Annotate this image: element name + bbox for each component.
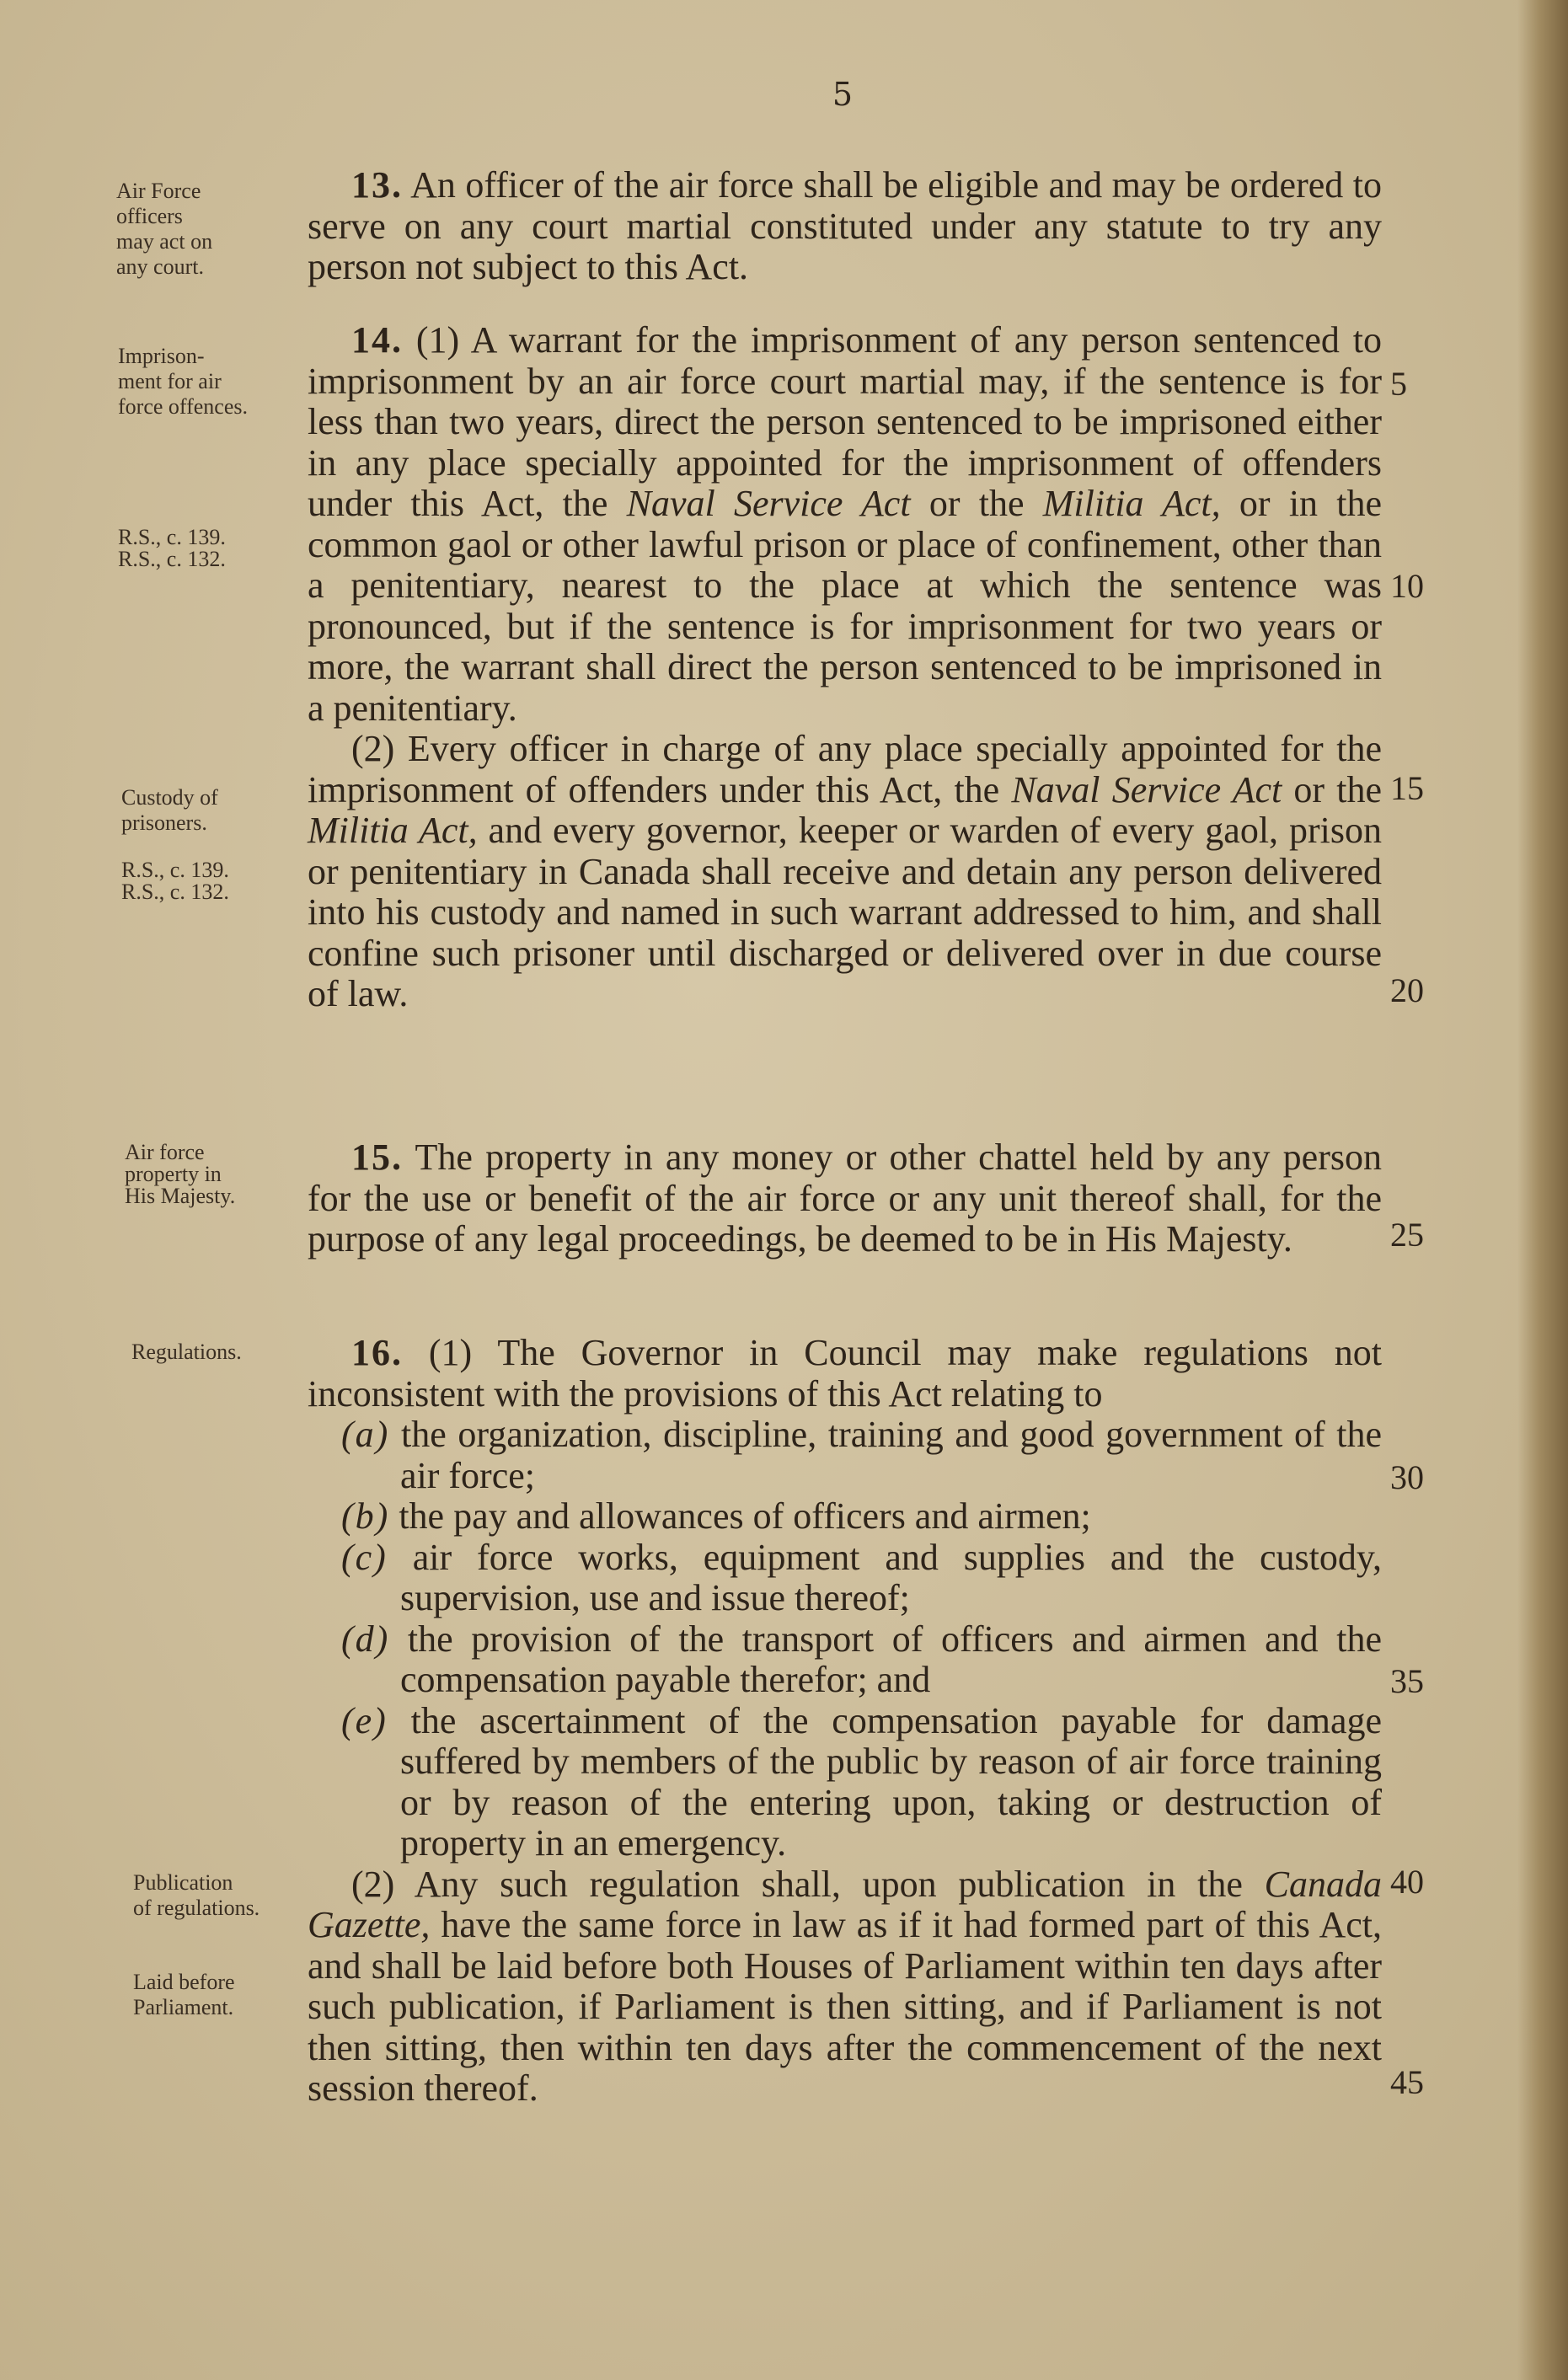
margin-note-line: R.S., c. 132. [121, 880, 229, 904]
item-text: the pay and allowances of officers and airmen; [399, 1495, 1091, 1537]
item-text: air force works, equipment and supplies and the custody, supervision, use and issue thereof; [400, 1536, 1383, 1618]
margin-note-line: Custody of [121, 785, 218, 810]
list-item [308, 1701, 1382, 1864]
margin-note-custody [121, 785, 218, 836]
section-15 [308, 1137, 1382, 1260]
item-label: (b) [341, 1495, 390, 1537]
line-number: 35 [1390, 1662, 1424, 1700]
section-13 [308, 165, 1382, 288]
line-number: 30 [1390, 1458, 1424, 1496]
section-text: (2) Any such regulation shall, upon publication in the [351, 1863, 1243, 1905]
margin-note-laid-before [133, 1970, 235, 2020]
margin-note-line: Air force [125, 1140, 205, 1164]
margin-note-line: R.S., c. 139. [121, 858, 229, 882]
margin-note-rs-citations-1 [118, 527, 226, 570]
margin-note-air-force-officers [116, 179, 212, 280]
margin-note-line: ment for air [118, 369, 222, 393]
page-edge-shadow [1517, 0, 1568, 2380]
margin-note-imprisonment [118, 344, 248, 420]
margin-note-line: Air Force [116, 179, 201, 203]
section-14 [308, 320, 1382, 1015]
line-number: 15 [1390, 769, 1424, 807]
margin-note-line: R.S., c. 139. [118, 525, 226, 549]
line-number: 20 [1390, 971, 1424, 1009]
section-16-subsection-2 [308, 1864, 1382, 2110]
act-title: Naval Service Act [626, 483, 911, 524]
margin-note-line: property in [125, 1162, 222, 1186]
item-label: (a) [341, 1414, 390, 1455]
section-text: or the [928, 483, 1025, 524]
line-number: 25 [1390, 1216, 1424, 1254]
section-13-paragraph [308, 165, 1382, 288]
section-text: (1) A warrant for the imprisonment of any person sentenced to imprisonment by an air force court martial may, if the sentence is for less than two years, direct the person sentenced to be imprisoned either in any place specially appointed for the imprisonment of offenders under this Act, the [308, 319, 1383, 524]
section-text: (1) The Governor in Council may make regulations not inconsistent with the provisions of this Act relating to [308, 1332, 1382, 1415]
margin-note-air-force-property [125, 1142, 235, 1207]
section-16-subsection-1 [308, 1333, 1382, 1415]
section-14-subsection-2 [308, 729, 1382, 1015]
margin-note-line: Publication [133, 1870, 233, 1895]
section-text: or in the common gaol or other lawful prison or place of confinement, other than a penitentiary, nearest to the place at which the sentence was pronounced, but if the sentence is for imprisonment for two years or more, the warrant shall direct the person sentenced to be imprisoned in a penitentiary. [308, 483, 1383, 729]
margin-note-line: may act on [116, 229, 213, 254]
margin-note-publication [133, 1870, 260, 1921]
margin-note-line: of regulations. [133, 1896, 260, 1920]
page-number: 5 [832, 76, 854, 113]
margin-note-regulations [131, 1340, 242, 1365]
act-title: Naval Service Act [1011, 768, 1282, 810]
section-text: or the [1293, 768, 1383, 810]
margin-note-rs-citations-2 [121, 859, 229, 903]
margin-note-line: Imprison- [118, 344, 205, 368]
margin-note-line: any court. [116, 254, 204, 279]
list-item [308, 1619, 1382, 1701]
section-text: and every governor, keeper or warden of every gaol, prison or penitentiary in Canada shall receive and detain any person delivered into his custody and named in such warrant addressed to him, and shall confine such prisoner until discharged or delivered over in due course of law. [308, 810, 1382, 1014]
margin-note-line: Regulations. [131, 1340, 242, 1364]
section-text: (2) Every officer in charge of any place specially appointed for the imprisonment of offenders under this Act, the [308, 728, 1382, 810]
regulation-items-list [308, 1415, 1382, 1864]
section-text: The property in any money or other chattel held by any person for the use or benefit of the air force or any unit thereof shall, for the purpose of any legal proceedings, be deemed to be in His Majesty. [308, 1137, 1382, 1260]
line-number: 5 [1390, 365, 1407, 403]
item-label: (c) [341, 1536, 388, 1578]
margin-note-line: force offences. [118, 394, 248, 419]
list-item [308, 1415, 1382, 1496]
margin-note-line: R.S., c. 132. [118, 547, 226, 571]
section-15-paragraph [308, 1137, 1382, 1260]
item-label: (e) [341, 1699, 388, 1741]
margin-note-line: officers [116, 204, 183, 228]
section-16 [308, 1333, 1382, 2110]
margin-note-line: His Majesty. [125, 1184, 236, 1208]
section-number: 15. [351, 1137, 403, 1178]
margin-note-line: Laid before [133, 1970, 235, 1994]
section-number: 13. [351, 164, 403, 206]
margin-note-line: prisoners. [121, 810, 207, 835]
section-text: An officer of the air force shall be eligible and may be ordered to serve on any court martial constituted under any statute to try any person not subject to this Act. [308, 164, 1382, 287]
line-number: 40 [1390, 1863, 1424, 1901]
margin-note-line: Parliament. [133, 1995, 234, 2019]
line-number: 45 [1390, 2063, 1424, 2101]
section-14-subsection-1 [308, 320, 1382, 729]
act-title: Militia Act, [308, 810, 478, 851]
section-text: have the same force in law as if it had formed part of this Act, and shall be laid before both Houses of Parliament within ten days after such publication, if Parliament is then sitting, and if Parliament is not then sitting, then within ten days after the commencement of the next session thereof. [308, 1904, 1382, 2109]
list-item [308, 1496, 1382, 1538]
section-number: 16. [351, 1332, 403, 1373]
section-number: 14. [351, 319, 403, 361]
list-item [308, 1538, 1382, 1619]
item-text: the provision of the transport of officers and airmen and the compensation payable therefor; and [400, 1618, 1382, 1700]
gazette-title: Canada Gazette, [308, 1863, 1383, 1945]
item-text: the organization, discipline, training and good government of the air force; [400, 1414, 1383, 1496]
item-label: (d) [341, 1618, 390, 1660]
act-title: Militia Act, [1042, 483, 1221, 524]
line-number: 10 [1390, 567, 1424, 605]
item-text: the ascertainment of the compensation payable for damage suffered by members of the public by reason of air force training or by reason of the entering upon, taking or destruction of property in an emergency. [400, 1699, 1382, 1864]
